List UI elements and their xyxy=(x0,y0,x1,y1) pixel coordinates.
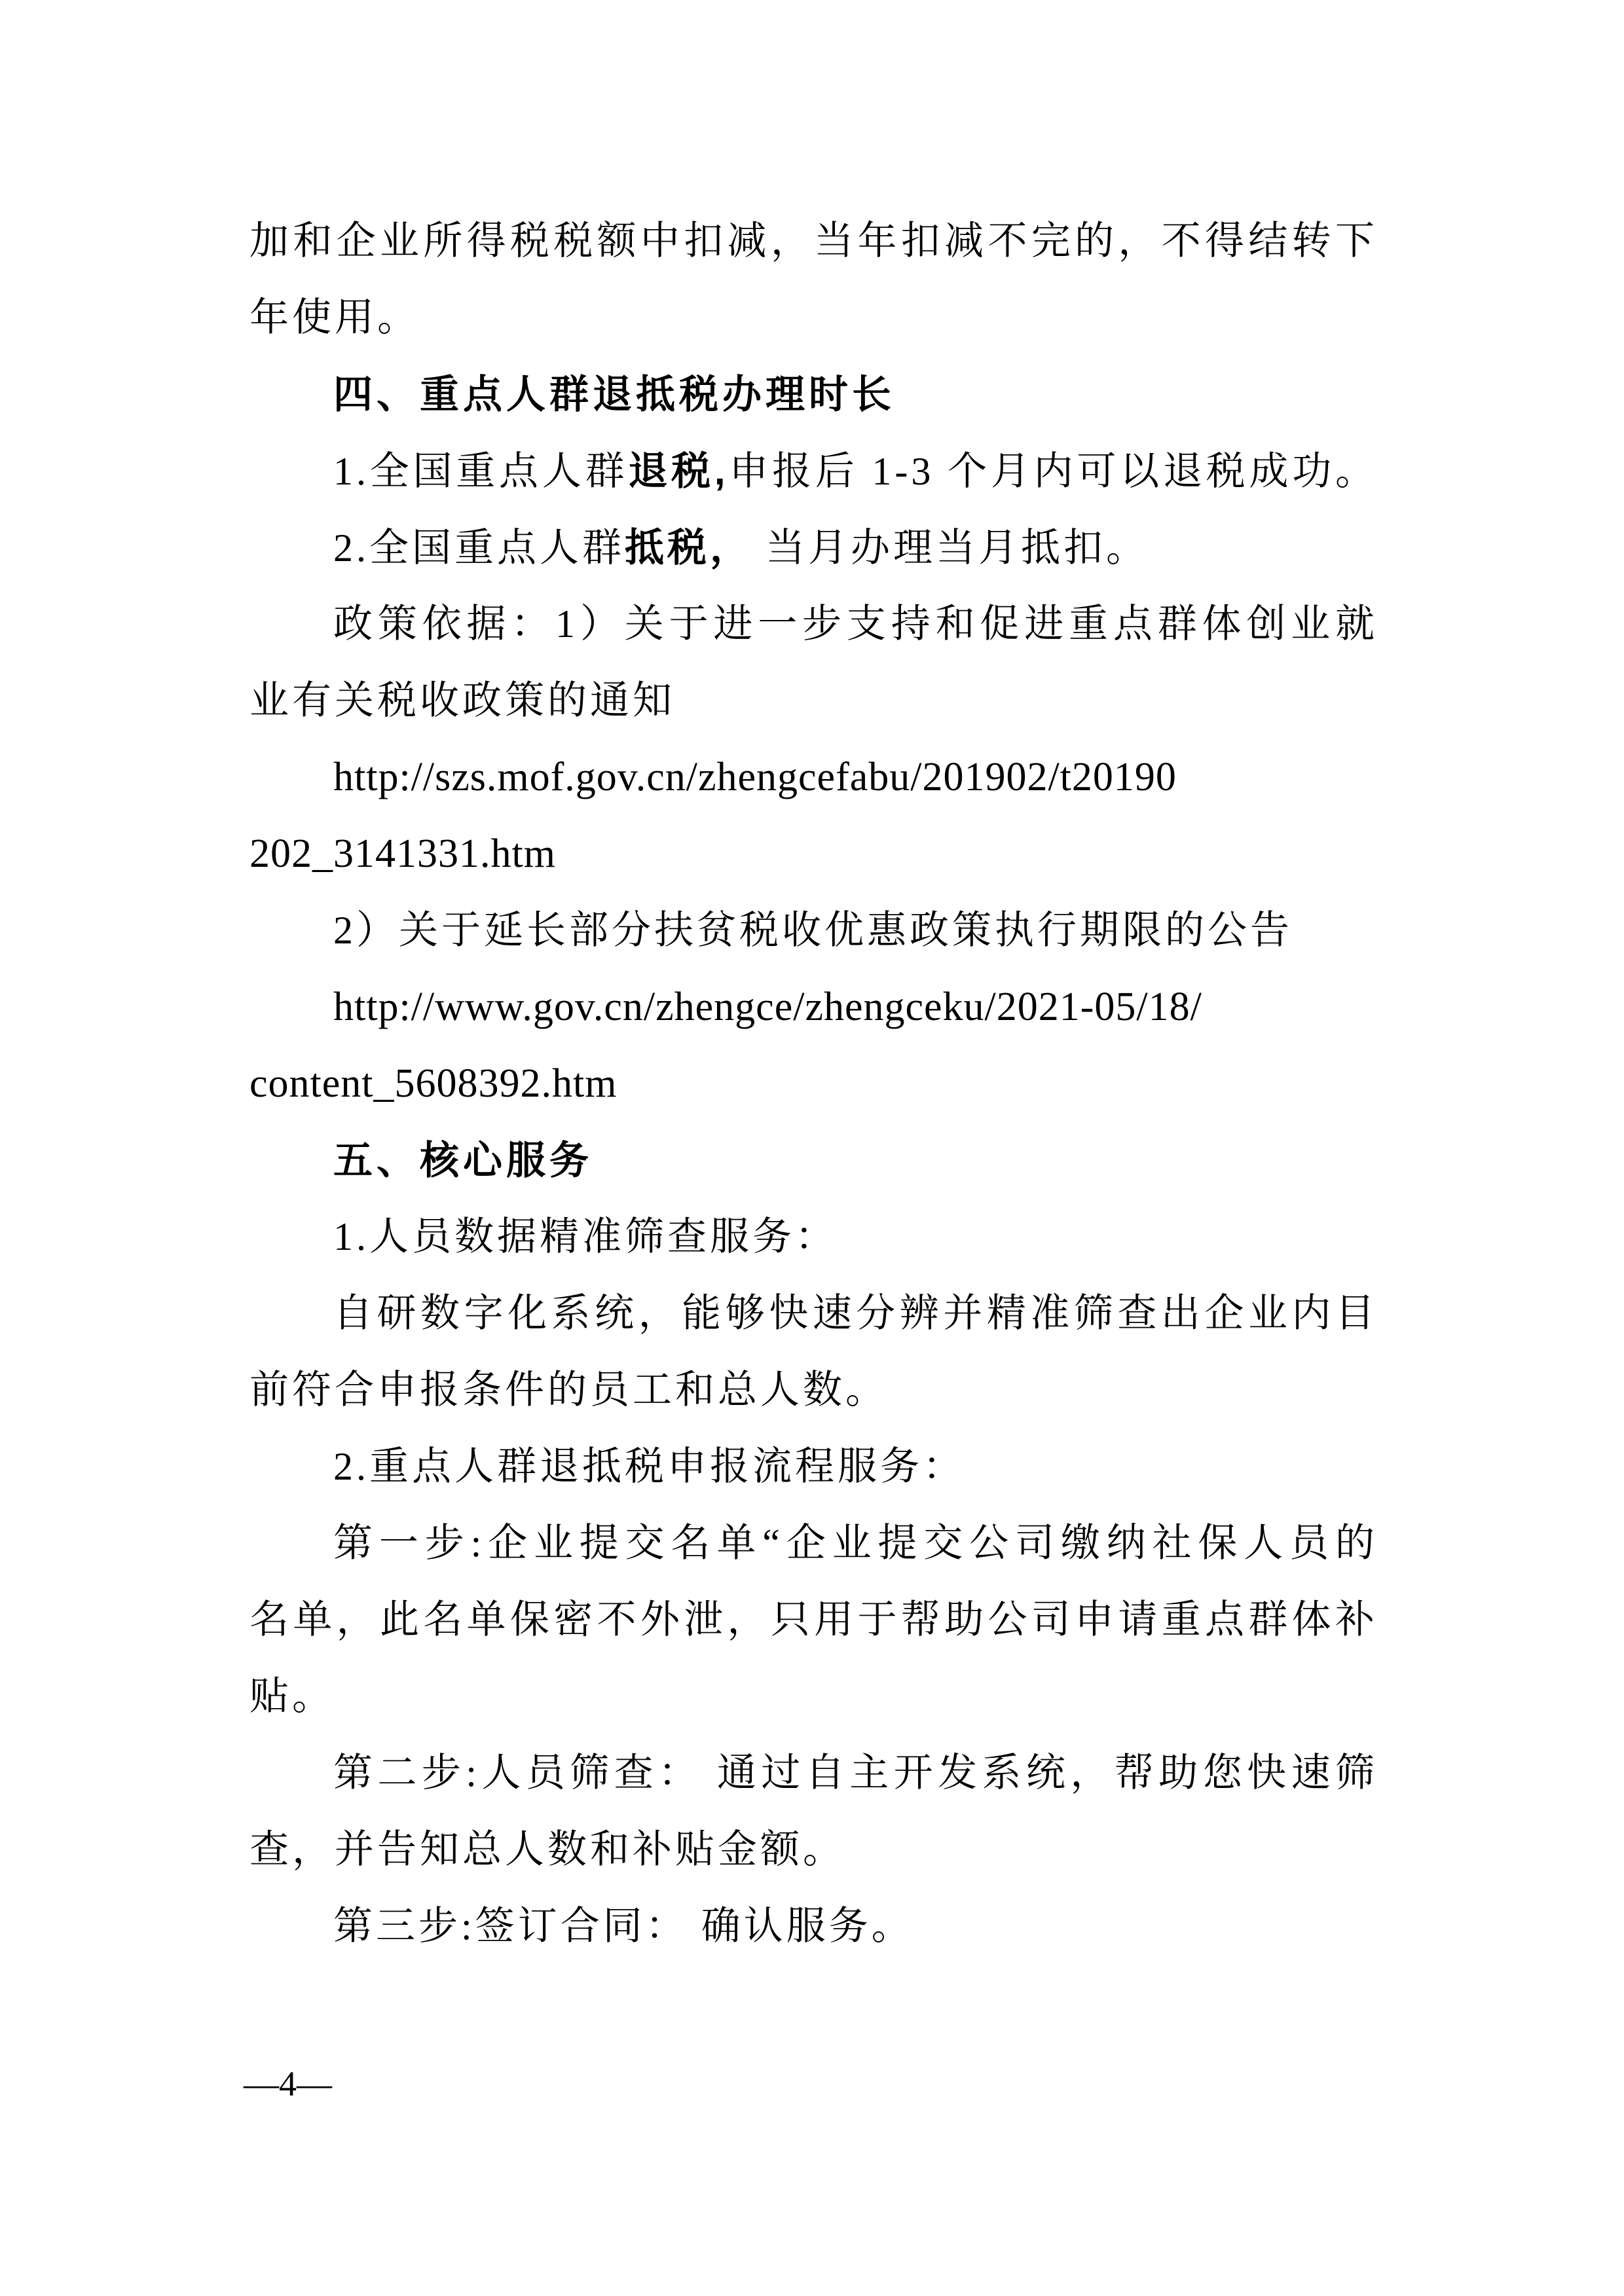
text-segment: 1.全国重点人群 xyxy=(333,450,629,493)
document-body xyxy=(249,203,1378,1965)
text-line xyxy=(249,586,1378,663)
text-line xyxy=(249,1735,1378,1812)
text-line xyxy=(249,1658,1378,1735)
text-segment: 第三步:签订合同： 确认服务。 xyxy=(333,1904,914,1948)
text-segment: 贴。 xyxy=(249,1675,335,1718)
text-line xyxy=(249,1199,1378,1275)
text-line xyxy=(249,433,1378,509)
text-segment: 查，并告知总人数和补贴金额。 xyxy=(249,1828,845,1871)
text-segment: 加和企业所得税税额中扣减，当年扣减不完的，不得结转下 xyxy=(249,219,1378,263)
text-line xyxy=(249,1888,1378,1965)
text-line xyxy=(249,1582,1378,1658)
text-line xyxy=(249,892,1378,969)
text-segment: 1.人员数据精准筛查服务： xyxy=(333,1215,838,1258)
text-segment: 202_3141331.htm xyxy=(249,831,556,876)
text-line xyxy=(249,509,1378,586)
url-line xyxy=(249,739,1378,816)
text-segment: 自研数字化系统，能够快速分辨并精准筛查出企业内目 xyxy=(333,1292,1378,1335)
text-segment: 前符合申报条件的员工和总人数。 xyxy=(249,1368,888,1412)
text-segment: 2.全国重点人群 xyxy=(333,526,625,570)
url-line xyxy=(249,816,1378,892)
text-segment: 申报后 1-3 个月内可以退税成功。 xyxy=(728,450,1378,493)
text-segment: 名单，此名单保密不外泄，只用于帮助公司申请重点群体补 xyxy=(249,1598,1378,1641)
text-segment: http://szs.mof.gov.cn/zhengcefabu/201902/t20190 xyxy=(333,755,1177,799)
bold-text-segment: 退税, xyxy=(628,449,729,493)
text-segment: 业有关税收政策的通知 xyxy=(249,679,675,722)
text-segment: http://www.gov.cn/zhengce/zhengceku/2021-05/18/ xyxy=(333,985,1202,1029)
text-line xyxy=(249,1275,1378,1352)
bold-text-segment: 抵税， xyxy=(625,526,752,570)
text-line xyxy=(249,663,1378,739)
page-number: —4— xyxy=(244,2064,332,2104)
text-segment: 2）关于延长部分扶贫税收优惠政策执行期限的公告 xyxy=(333,909,1293,952)
text-segment: 第二步:人员筛查： 通过自主开发系统，帮助您快速筛 xyxy=(333,1751,1378,1795)
url-line xyxy=(249,969,1378,1046)
bold-text-segment: 五、核心服务 xyxy=(333,1139,593,1182)
text-segment: 当月办理当月抵扣。 xyxy=(752,526,1149,570)
text-line xyxy=(249,1429,1378,1505)
section-heading xyxy=(249,1122,1378,1199)
url-line xyxy=(249,1046,1378,1122)
text-segment: 政策依据：1）关于进一步支持和促进重点群体创业就 xyxy=(333,602,1378,646)
text-segment: 年使用。 xyxy=(249,296,420,339)
text-segment: 2.重点人群退抵税申报流程服务： xyxy=(333,1445,965,1488)
text-line xyxy=(249,1812,1378,1888)
text-segment: content_5608392.htm xyxy=(249,1061,618,1106)
text-line xyxy=(249,203,1378,280)
section-heading xyxy=(249,356,1378,433)
bold-text-segment: 四、重点人群退抵税办理时长 xyxy=(333,373,895,416)
text-line xyxy=(249,1352,1378,1429)
text-line xyxy=(249,1505,1378,1582)
text-segment: 第一步:企业提交名单“企业提交公司缴纳社保人员的 xyxy=(333,1522,1378,1565)
text-line xyxy=(249,280,1378,356)
